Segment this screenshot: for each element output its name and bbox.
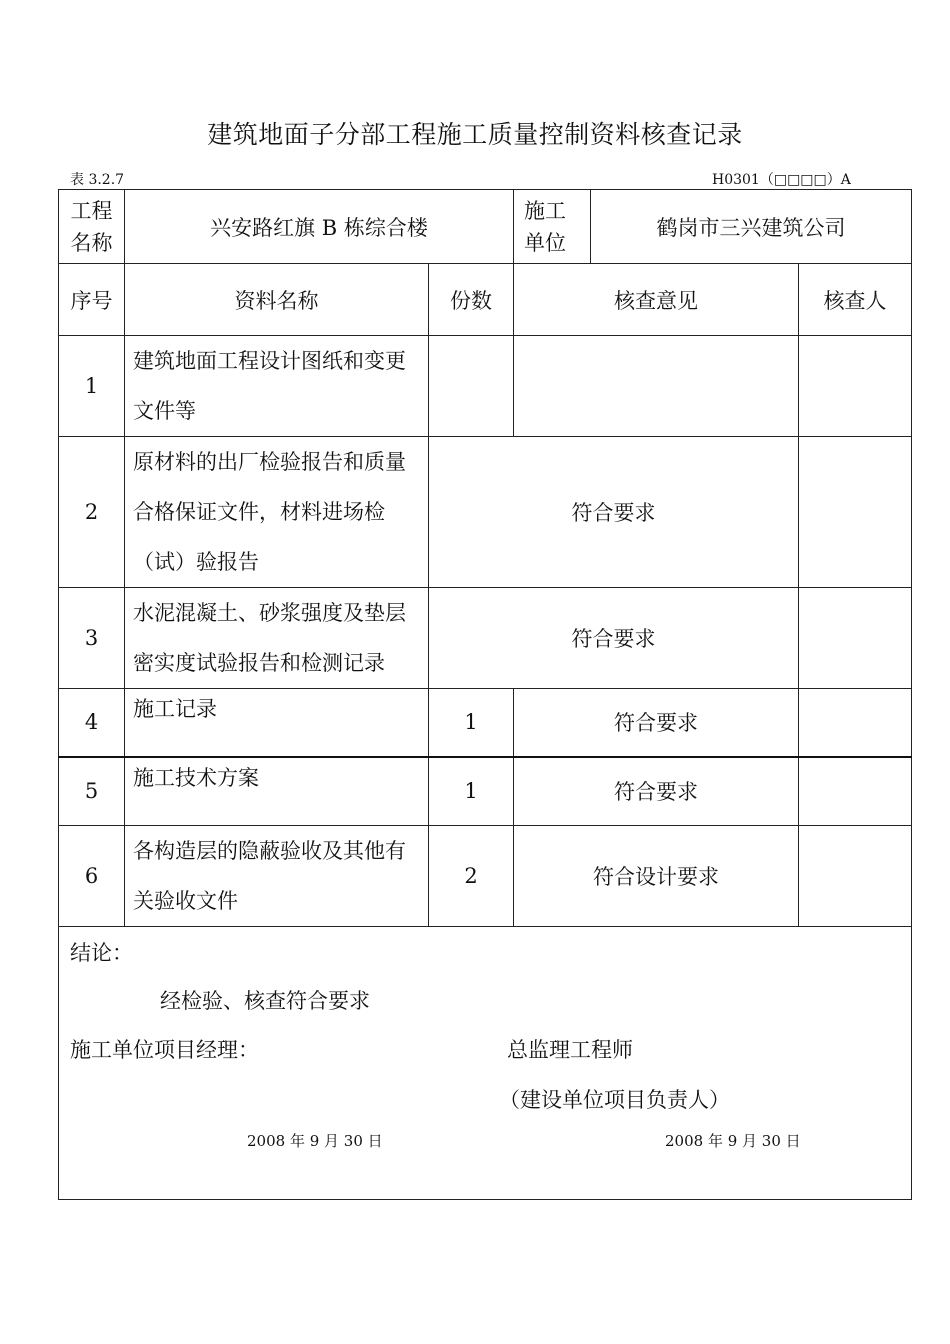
row-checker: [799, 689, 912, 757]
inspection-record-table: [58, 189, 912, 1200]
column-header-row: [59, 264, 912, 336]
conclusion-label: 结论：: [70, 941, 133, 965]
row-opinion: [514, 336, 799, 437]
row-no: 1: [59, 336, 125, 437]
header-row: [59, 190, 912, 264]
row-checker: [799, 588, 912, 689]
contractor-pm-label: 施工单位项目经理：: [70, 1038, 259, 1062]
conclusion-row: [59, 927, 912, 1200]
table-row: [59, 757, 912, 826]
contractor-label-line1: 施工: [524, 198, 567, 223]
owner-representative-label: （建设单位项目负责人）: [499, 1088, 730, 1112]
row-doc-name: 原材料的出厂检验报告和质量合格保证文件，材料进场检（试）验报告: [125, 437, 429, 588]
row-checker: [799, 437, 912, 588]
row-doc-name: 水泥混凝土、砂浆强度及垫层密实度试验报告和检测记录: [125, 588, 429, 689]
conclusion-section: [59, 927, 912, 1200]
form-code: H0301（□□□□）A: [712, 172, 851, 188]
row-doc-name: 施工记录: [125, 689, 429, 757]
row-no: 6: [59, 826, 125, 927]
row-no: 4: [59, 689, 125, 757]
date-left: 2008 年 9 月 30 日: [247, 1132, 383, 1150]
row-opinion: 符合要求: [514, 757, 799, 826]
col-header-checker: 核查人: [799, 264, 912, 336]
table-row: [59, 826, 912, 927]
row-checker: [799, 757, 912, 826]
date-right: 2008 年 9 月 30 日: [665, 1132, 801, 1150]
row-no: 3: [59, 588, 125, 689]
project-label-line1: 工程: [70, 198, 113, 223]
table-row: [59, 336, 912, 437]
table-row: [59, 588, 912, 689]
contractor-label-line2: 单位: [524, 230, 567, 255]
row-checker: [799, 826, 912, 927]
row-copies: 2: [429, 826, 514, 927]
row-opinion: 符合要求: [429, 588, 799, 689]
row-no: 2: [59, 437, 125, 588]
row-doc-name: 建筑地面工程设计图纸和变更文件等: [125, 336, 429, 437]
row-opinion: 符合设计要求: [514, 826, 799, 927]
chief-supervisor-label: 总监理工程师: [507, 1038, 633, 1062]
row-opinion: 符合要求: [429, 437, 799, 588]
table-number: 表 3.2.7: [70, 172, 125, 188]
table-row: [59, 689, 912, 757]
col-header-opinion: 核查意见: [514, 264, 799, 336]
contractor-label: [514, 190, 591, 264]
conclusion-text: 经检验、核查符合要求: [160, 989, 370, 1013]
row-doc-name: 施工技术方案: [125, 757, 429, 826]
col-header-name: 资料名称: [125, 264, 429, 336]
row-copies: 1: [429, 689, 514, 757]
row-opinion: 符合要求: [514, 689, 799, 757]
project-name-value: 兴安路红旗 B 栋综合楼: [125, 190, 514, 264]
row-no: 5: [59, 757, 125, 826]
project-name-label: [59, 190, 125, 264]
col-header-copies: 份数: [429, 264, 514, 336]
contractor-name-value: 鹤岗市三兴建筑公司: [591, 190, 912, 264]
document-title: 建筑地面子分部工程施工质量控制资料核查记录: [207, 120, 743, 149]
row-copies: [429, 336, 514, 437]
row-checker: [799, 336, 912, 437]
table-row: [59, 437, 912, 588]
row-doc-name: 各构造层的隐蔽验收及其他有关验收文件: [125, 826, 429, 927]
project-label-line2: 名称: [70, 230, 113, 255]
col-header-no: 序号: [59, 264, 125, 336]
row-copies: 1: [429, 757, 514, 826]
